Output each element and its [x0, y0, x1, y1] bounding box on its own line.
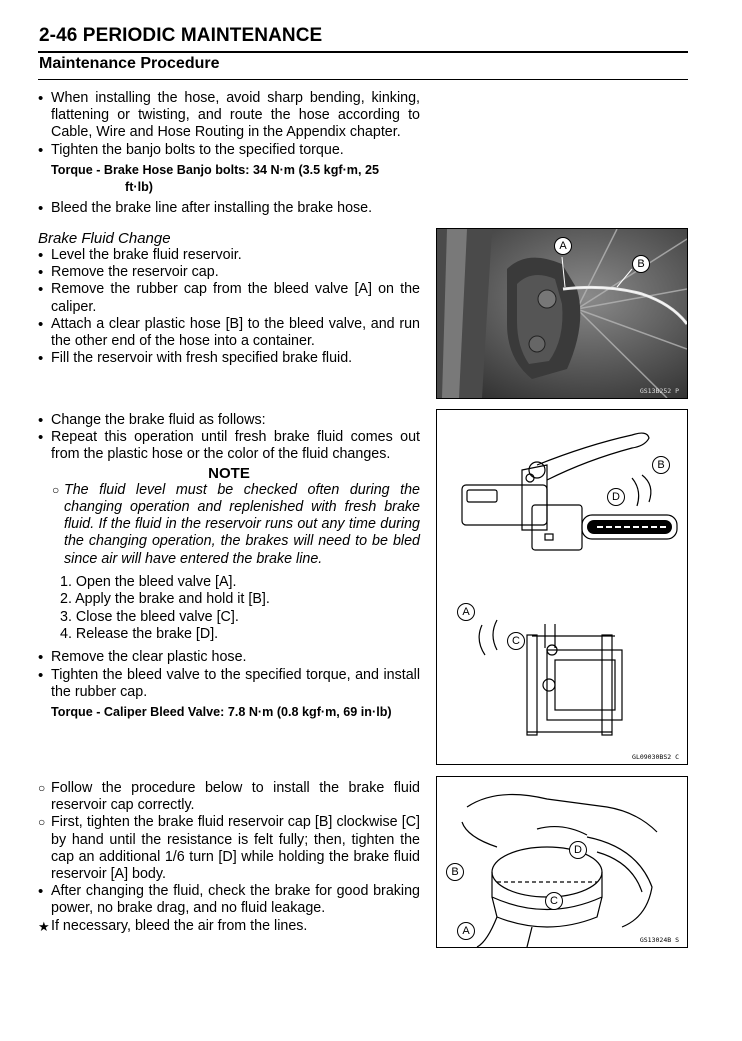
list-item	[38, 264, 420, 281]
section-title: Maintenance Procedure	[39, 55, 220, 72]
step-item: 4. Release the brake [D].	[60, 626, 219, 643]
bullet-marker: •	[38, 281, 44, 299]
step-item: 2. Apply the brake and hold it [B].	[60, 591, 270, 608]
torque-line-continued: ft·lb)	[125, 179, 153, 194]
figure-reservoir-cap-diagram	[436, 776, 688, 948]
list-item-text: Remove the reservoir cap.	[51, 264, 219, 281]
torque-spec-banjo	[38, 162, 420, 196]
torque-spec-bleed-valve: Torque - Caliper Bleed Valve: 7.8 N·m (0.8 kgf·m, 69 in·lb)	[51, 705, 392, 720]
callout-d: D	[607, 488, 625, 506]
torque-line: Torque - Brake Hose Banjo bolts: 34 N·m (3.5 kgf·m, 25	[51, 162, 379, 177]
bullet-marker: •	[38, 90, 44, 107]
circle-marker: ○	[38, 815, 46, 830]
page-title: 2-46 PERIODIC MAINTENANCE	[39, 25, 323, 46]
callout-a: A	[457, 922, 475, 940]
bullet-marker: •	[38, 199, 44, 217]
callout-a: A	[554, 237, 572, 255]
step-item: 3. Close the bleed valve [C].	[60, 608, 239, 625]
list-item	[38, 667, 420, 701]
list-item-text: Follow the procedure below to install the brake fluid reservoir cap correctly.	[51, 780, 420, 814]
header-rule	[38, 51, 688, 53]
list-item-text: Fill the reservoir with fresh specified brake fluid.	[51, 350, 353, 367]
figure-code: GL09030BS2 C	[632, 753, 679, 761]
figure-code: GS13024B S	[639, 936, 679, 944]
list-item	[38, 780, 420, 814]
list-item-text: If necessary, bleed the air from the lines.	[51, 917, 308, 934]
list-item-text: Bleed the brake line after installing the brake hose.	[51, 199, 373, 216]
list-item	[38, 200, 420, 217]
list-item-text: First, tighten the brake fluid reservoir cap [B] clockwise [C] by hand until the resistance is felt fully; then, tighten the cap an additional 1/6 turn [D] while holding the brake fluid reservoir [A] body.	[51, 814, 420, 883]
subheading: Brake Fluid Change	[38, 230, 171, 247]
list-item-text: Repeat this operation until fresh brake fluid comes out from the plastic hose or the color of the fluid changes.	[51, 429, 420, 463]
bullet-marker: •	[38, 350, 44, 368]
step-item: 1. Open the bleed valve [A].	[60, 573, 237, 590]
list-item-text: Tighten the bleed valve to the specified torque, and install the rubber cap.	[51, 666, 420, 700]
list-item	[38, 412, 420, 429]
note-body	[38, 482, 420, 568]
figure-caliper-photo	[436, 228, 688, 399]
bullet-marker: •	[38, 315, 44, 333]
section-rule	[38, 79, 688, 80]
callout-a: A	[457, 603, 475, 621]
list-item	[38, 429, 420, 463]
bullet-marker: •	[38, 666, 44, 684]
block-brake-fluid-change	[38, 224, 420, 367]
block-fluid-change-steps	[38, 412, 420, 725]
list-item	[38, 350, 420, 367]
list-item	[38, 649, 420, 666]
block-reservoir-cap	[38, 780, 420, 935]
callout-b: B	[632, 255, 650, 273]
bullet-marker: •	[38, 141, 44, 159]
bullet-marker: •	[38, 264, 44, 282]
block-hose-install	[38, 90, 420, 217]
list-item-text: Attach a clear plastic hose [B] to the bleed valve, and run the other end of the hose into a container.	[51, 315, 420, 350]
circle-marker: ○	[38, 781, 46, 795]
callout-c: C	[545, 892, 563, 910]
figure-lever-caliper-diagram	[436, 409, 688, 765]
list-item	[38, 814, 420, 883]
list-item-text: Remove the clear plastic hose.	[51, 649, 247, 666]
list-item-text: When installing the hose, avoid sharp bending, kinking, flattening or twisting, and route the hose according to Cable, Wire and Hose Routing in the Appendix chapter.	[51, 90, 420, 141]
callout-d: D	[569, 841, 587, 859]
bullet-marker: •	[38, 649, 44, 667]
note-text: The fluid level must be checked often during the changing operation and replenished with fresh brake fluid. If the fluid in the reservoir runs out any time during the changing operation, the brakes will need to be bled since air will have entered the brake line.	[64, 481, 420, 567]
list-item	[38, 883, 420, 917]
star-marker: ★	[38, 918, 50, 934]
reservoir-cap-drawing	[437, 777, 687, 947]
lever-caliper-drawing	[437, 410, 687, 764]
callout-c: C	[507, 632, 525, 650]
bullet-marker: •	[38, 883, 44, 901]
callout-b: B	[652, 456, 670, 474]
list-item	[38, 281, 420, 315]
note-marker: ○	[52, 482, 60, 497]
note-title: NOTE	[208, 464, 250, 482]
numbered-steps	[38, 574, 420, 644]
list-item-text: Change the brake fluid as follows:	[51, 412, 266, 428]
bullet-marker: •	[38, 247, 44, 264]
list-item-text: Remove the rubber cap from the bleed valve [A] on the caliper.	[51, 281, 420, 315]
callout-b: B	[446, 863, 464, 881]
list-item-text: Tighten the banjo bolts to the specified torque.	[51, 141, 344, 158]
list-item-text: After changing the fluid, check the brake for good braking power, no brake drag, and no fluid leakage.	[51, 883, 420, 917]
bullet-marker: •	[38, 429, 44, 447]
list-item	[38, 316, 420, 350]
list-item-text: Level the brake fluid reservoir.	[51, 247, 242, 263]
list-item	[38, 247, 420, 264]
list-item	[38, 918, 420, 935]
list-item	[38, 142, 420, 159]
list-item	[38, 90, 420, 142]
bullet-marker: •	[38, 412, 44, 429]
figure-code: GS13B252 P	[639, 387, 679, 395]
